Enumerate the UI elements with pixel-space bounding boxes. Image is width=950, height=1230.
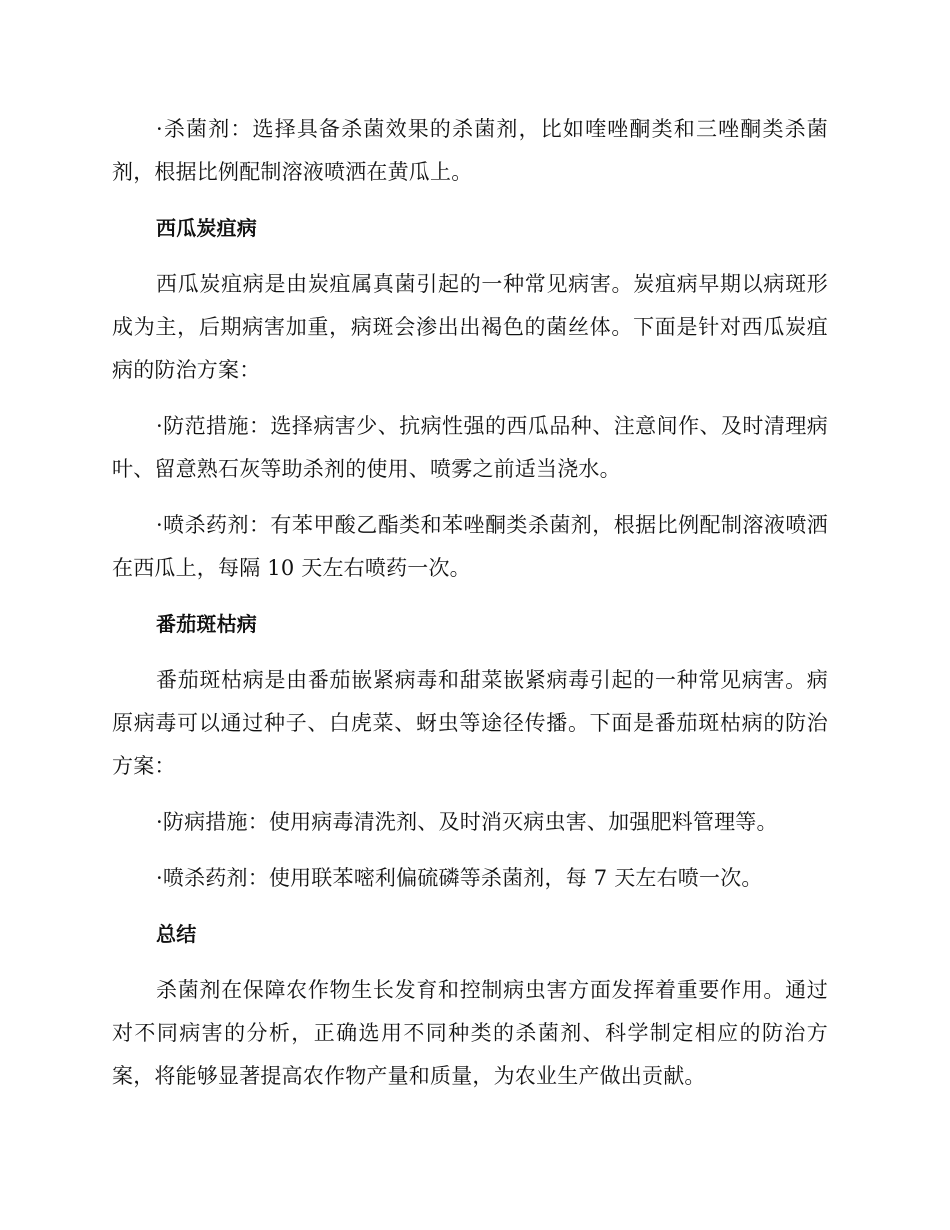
paragraph-summary: 杀菌剂在保障农作物生长发育和控制病虫害方面发挥着重要作用。通过对不同病害的分析，正确选用不同种类的杀菌剂、科学制定相应的防治方案，将能够显著提高农作物产量和质量，为农业生产做出贡献。 [112,978,828,1088]
bullet-mark: · [156,866,163,890]
bullet-text: 防病措施：使用病毒清洗剂、及时消灭病虫害、加强肥料管理等。 [162,810,778,834]
bullet-text: 喷杀药剂：使用联苯嘧利偏硫磷等杀菌剂，每 7 天左右喷一次。 [162,866,763,890]
bullet-mark: · [156,414,163,438]
bullet-tomato-spraying [112,857,828,900]
paragraph-watermelon-anthracnose-intro: 西瓜炭疽病是由炭疽属真菌引起的一种常见病害。炭疽病早期以病斑形成为主，后期病害加重，病斑会渗出出褐色的菌丝体。下面是针对西瓜炭疽病的防治方案： [112,272,828,382]
section-heading-tomato-leaf-spot: 番茄斑枯病 [156,612,257,636]
bullet-mark: · [156,810,163,834]
bullet-mark: · [156,117,163,141]
bullet-fungicide-cucumber [112,108,828,194]
section-heading-watermelon-anthracnose: 西瓜炭疽病 [156,216,257,240]
bullet-watermelon-spraying [112,504,828,590]
paragraph-tomato-leaf-spot-intro: 番茄斑枯病是由番茄嵌紧病毒和甜菜嵌紧病毒引起的一种常见病害。病原病毒可以通过种子、白虎菜、蚜虫等途径传播。下面是番茄斑枯病的防治方案： [112,668,828,778]
bullet-text: 杀菌剂：选择具备杀菌效果的杀菌剂，比如喹唑酮类和三唑酮类杀菌剂，根据比例配制溶液喷洒在黄瓜上。 [112,117,828,184]
bullet-mark: · [156,513,163,537]
section-heading-summary: 总结 [156,922,197,946]
document-body [112,108,828,1111]
bullet-watermelon-prevention [112,405,828,491]
bullet-text: 防范措施：选择病害少、抗病性强的西瓜品种、注意间作、及时清理病叶、留意熟石灰等助杀剂的使用、喷雾之前适当浇水。 [112,414,828,481]
bullet-text: 喷杀药剂：有苯甲酸乙酯类和苯唑酮类杀菌剂，根据比例配制溶液喷洒在西瓜上，每隔 10 天左右喷药一次。 [112,513,828,580]
bullet-tomato-prevention [112,801,828,844]
